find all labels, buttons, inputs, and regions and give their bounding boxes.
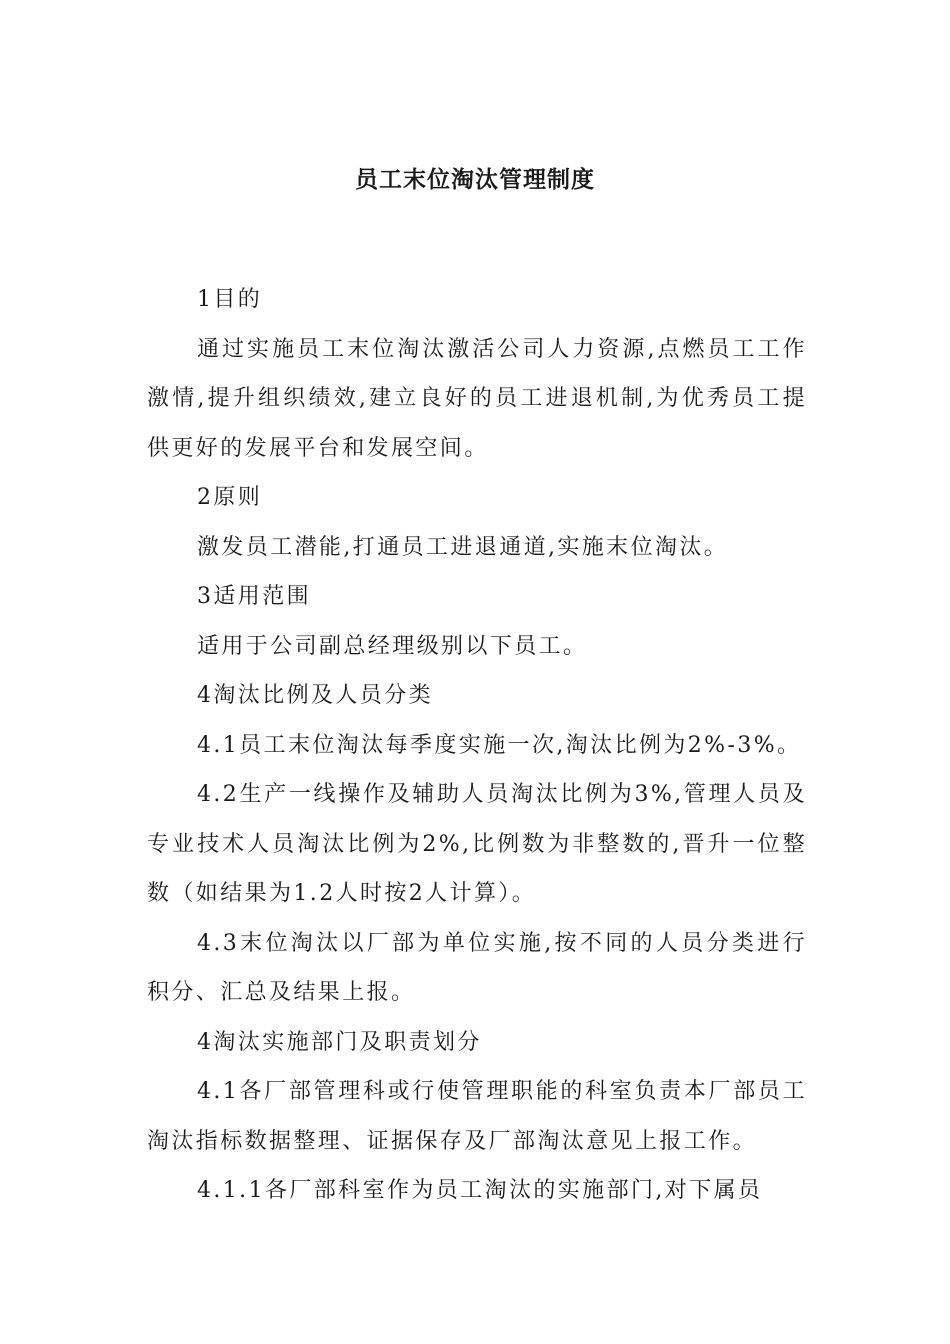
paragraph-dept-4-1-1: 4.1.1各厂部科室作为员工淘汰的实施部门,对下属员	[197, 1178, 763, 1203]
paragraph-dept-4-1: 4.1各厂部管理科或行使管理职能的科室负责本厂部员工淘汰指标数据整理、证据保存及厂部淘汰意见上报工作。	[147, 1079, 807, 1154]
heading-purpose: 1目的	[197, 287, 263, 312]
heading-ratio: 4淘汰比例及人员分类	[197, 683, 433, 708]
paragraph-4-1: 4.1员工末位淘汰每季度实施一次,淘汰比例为2%-3%。	[197, 732, 802, 758]
document-title: 员工末位淘汰管理制度	[355, 167, 595, 193]
paragraph-purpose: 通过实施员工末位淘汰激活公司人力资源,点燃员工工作激情,提升组织绩效,建立良好的员工进退机制,为优秀员工提供更好的发展平台和发展空间。	[147, 336, 807, 461]
paragraph-principle: 激发员工潜能,打通员工进退通道,实施末位淘汰。	[197, 534, 729, 560]
paragraph-4-2: 4.2生产一线操作及辅助人员淘汰比例为3%,管理人员及专业技术人员淘汰比例为2%,比例数为非整数的,晋升一位整数（如结果为1.2人时按2人计算）。	[147, 782, 807, 906]
heading-scope: 3适用范围	[197, 584, 311, 609]
document-body	[147, 275, 807, 1216]
paragraph-scope: 适用于公司副总经理级别以下员工。	[197, 633, 588, 659]
paragraph-4-3: 4.3末位淘汰以厂部为单位实施,按不同的人员分类进行积分、汇总及结果上报。	[147, 930, 807, 1005]
heading-principle: 2原则	[197, 485, 263, 510]
heading-departments: 4淘汰实施部门及职责划分	[197, 1029, 482, 1055]
